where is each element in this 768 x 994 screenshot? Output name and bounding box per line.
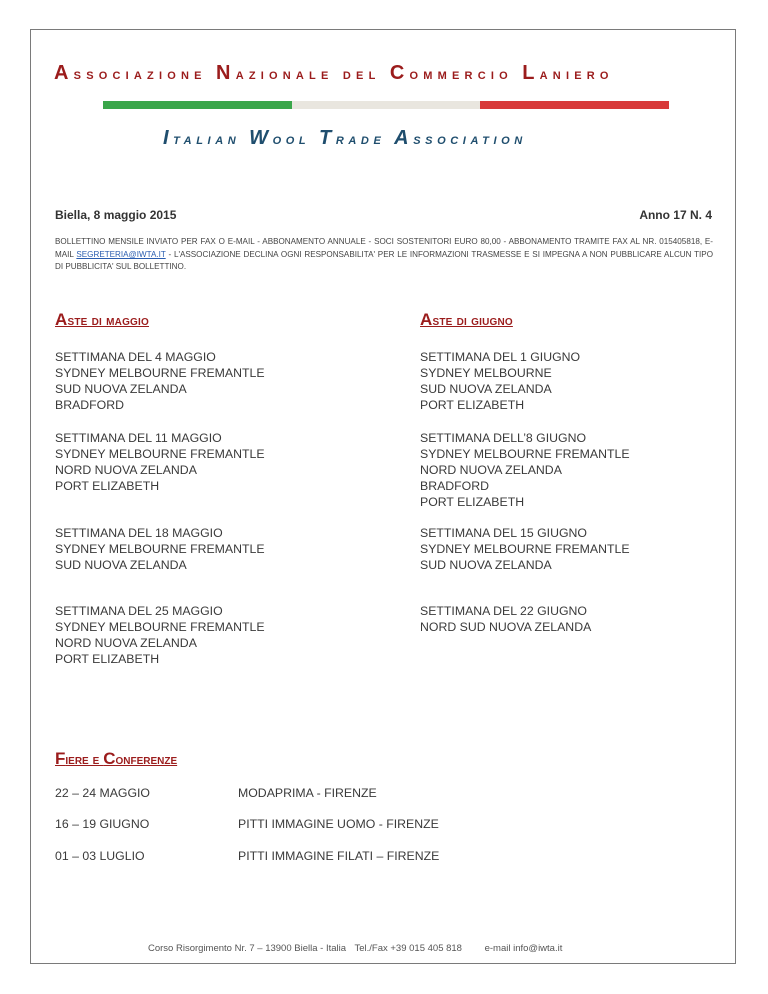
- week-line: NORD NUOVA ZELANDA: [55, 463, 197, 477]
- week-line: BRADFORD: [55, 398, 125, 412]
- footer-address: Corso Risorgimento Nr. 7 – 13900 Biella - Italia: [148, 943, 347, 954]
- week-line: SYDNEY MELBOURNE FREMANTLE: [55, 620, 265, 634]
- week-line: BRADFORD: [420, 479, 490, 493]
- week-line: NORD NUOVA ZELANDA: [420, 463, 562, 477]
- notice-text: - L'ASSOCIAZIONE DECLINA OGNI RESPONSABILITA' PER LE INFORMAZIONI TRASMESSE E SI IMPEGNA A NON PUBBLICARE ALCUN TIPO DI PUBBLICITA' SUL BOLLETTINO.: [55, 249, 713, 272]
- title-word: Italian: [163, 127, 241, 149]
- may-week-block: [55, 525, 375, 573]
- title-word: Trade: [318, 127, 386, 149]
- june-week-block: [420, 603, 740, 635]
- week-line: SETTIMANA DEL 22 GIUGNO: [420, 604, 587, 618]
- flag-green: [103, 101, 292, 109]
- flag-white: [292, 101, 481, 109]
- fair-date: 22 – 24 MAGGIO: [55, 786, 151, 800]
- week-line: SETTIMANA DELL’8 GIUGNO: [420, 431, 587, 445]
- fair-event: PITTI IMMAGINE UOMO - FIRENZE: [238, 817, 439, 831]
- week-line: SETTIMANA DEL 25 MAGGIO: [55, 604, 223, 618]
- june-week-block: [420, 525, 740, 573]
- week-line: SYDNEY MELBOURNE FREMANTLE: [55, 447, 265, 461]
- week-line: SUD NUOVA ZELANDA: [55, 558, 187, 572]
- title-word: Nazionale: [216, 62, 334, 84]
- week-line: SYDNEY MELBOURNE FREMANTLE: [55, 542, 265, 556]
- week-line: NORD SUD NUOVA ZELANDA: [420, 620, 592, 634]
- may-week-block: [55, 603, 375, 667]
- title-word: Laniero: [522, 62, 614, 84]
- week-line: SYDNEY MELBOURNE: [420, 366, 552, 380]
- week-line: PORT ELIZABETH: [420, 398, 525, 412]
- title-word: Commercio: [389, 62, 513, 84]
- notice-text: BOLLETTINO MENSILE INVIATO PER FAX O E-MAIL - ABBONAMENTO ANNUALE - SOCI SOSTENITORI EURO 80,00 - ABBONAMENTO TRAMITE FAX AL NR. 015405818, E-MAIL: [55, 237, 713, 259]
- week-line: SYDNEY MELBOURNE FREMANTLE: [55, 366, 265, 380]
- week-line: NORD NUOVA ZELANDA: [55, 636, 197, 650]
- week-line: PORT ELIZABETH: [55, 652, 160, 666]
- week-line: SETTIMANA DEL 18 MAGGIO: [55, 526, 223, 540]
- association-title-english: [163, 127, 527, 150]
- italian-flag-bar: [103, 101, 669, 109]
- week-line: PORT ELIZABETH: [55, 479, 160, 493]
- fair-event: PITTI IMMAGINE FILATI – FIRENZE: [238, 849, 440, 863]
- week-line: SETTIMANA DEL 15 GIUGNO: [420, 526, 587, 540]
- week-line: SUD NUOVA ZELANDA: [420, 382, 552, 396]
- flag-red: [480, 101, 669, 109]
- week-line: SUD NUOVA ZELANDA: [55, 382, 187, 396]
- june-auctions-heading: Aste di giugno: [420, 310, 513, 329]
- may-week-block: [55, 349, 375, 413]
- week-line: SETTIMANA DEL 1 GIUGNO: [420, 350, 581, 364]
- issue-number: Anno 17 N. 4: [639, 208, 712, 222]
- dateline: Biella, 8 maggio 2015: [55, 208, 177, 222]
- fairs-heading: Fiere e Conferenze: [55, 749, 178, 768]
- title-word: del: [342, 66, 381, 83]
- email-link[interactable]: SEGRETERIA@IWTA.IT: [76, 249, 166, 259]
- fair-event: MODAPRIMA - FIRENZE: [238, 786, 377, 800]
- week-line: SETTIMANA DEL 11 MAGGIO: [55, 431, 222, 445]
- subscription-notice: [55, 236, 713, 274]
- may-auctions-heading: Aste di maggio: [55, 310, 149, 329]
- title-word: Associazione: [54, 62, 207, 84]
- fair-date: 01 – 03 LUGLIO: [55, 849, 145, 863]
- week-line: SYDNEY MELBOURNE FREMANTLE: [420, 542, 630, 556]
- week-line: SYDNEY MELBOURNE FREMANTLE: [420, 447, 630, 461]
- association-title-italian: [54, 62, 724, 85]
- june-week-block: [420, 430, 740, 510]
- june-week-block: [420, 349, 740, 413]
- footer: [148, 943, 568, 954]
- week-line: SETTIMANA DEL 4 MAGGIO: [55, 350, 216, 364]
- fair-date: 16 – 19 GIUGNO: [55, 817, 150, 831]
- footer-phone: Tel./Fax +39 015 405 818: [354, 943, 462, 954]
- title-word: Association: [394, 127, 527, 149]
- title-word: Wool: [249, 127, 311, 149]
- footer-email: e-mail info@iwta.it: [484, 943, 563, 954]
- week-line: SUD NUOVA ZELANDA: [420, 558, 552, 572]
- may-week-block: [55, 430, 375, 494]
- week-line: PORT ELIZABETH: [420, 495, 525, 509]
